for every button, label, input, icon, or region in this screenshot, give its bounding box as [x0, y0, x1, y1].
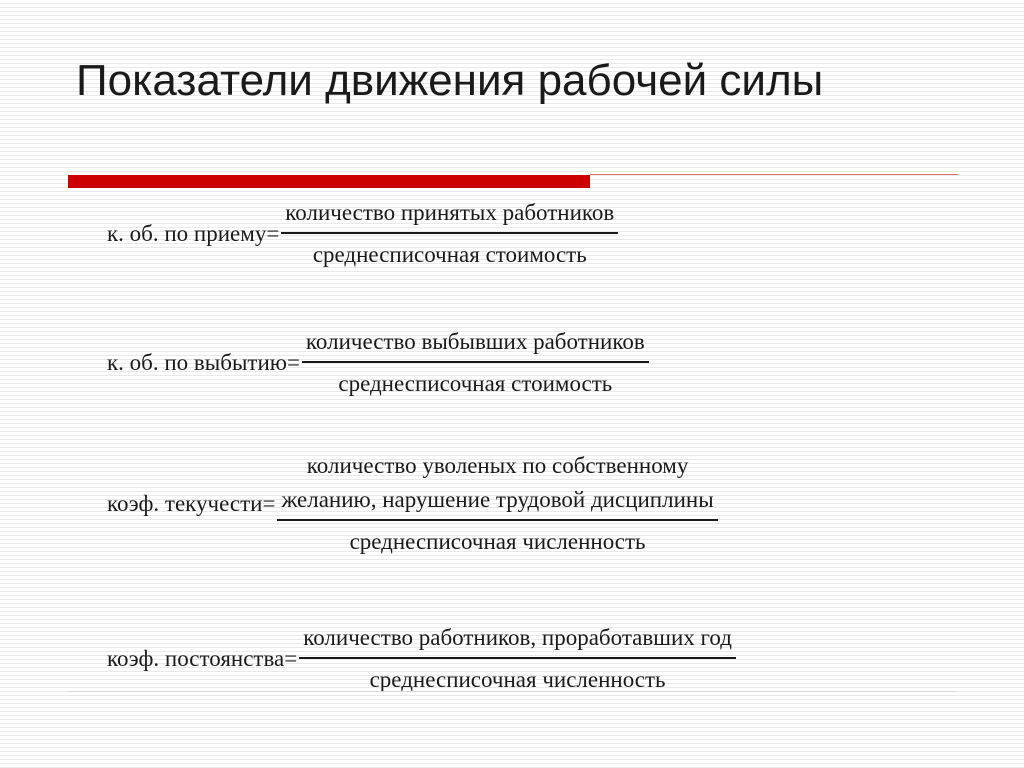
numerator: [302, 325, 649, 361]
numerator-line: количество выбывших работников: [305, 329, 645, 354]
formula-hiring-turnover: [107, 196, 618, 272]
fraction: [277, 449, 717, 559]
fraction: [281, 196, 618, 272]
fraction: [302, 325, 649, 401]
title-accent-line: [590, 174, 958, 175]
formula-staff-turnover: [107, 449, 718, 559]
formula-departure-turnover: [107, 325, 649, 401]
denominator: среднесписочная стоимость: [338, 370, 613, 396]
formula-label: к. об. по выбытию=: [107, 349, 300, 375]
slide-title: Показатели движения рабочей силы: [76, 56, 824, 105]
denominator: среднесписочная стоимость: [312, 241, 587, 267]
denominator: среднесписочная численность: [349, 528, 646, 554]
fraction: [299, 621, 736, 697]
denominator: среднесписочная численность: [369, 666, 666, 692]
numerator-line: количество работников, проработавших год: [303, 625, 732, 650]
formula-staff-stability: [107, 621, 736, 697]
numerator-line: желанию, нарушение трудовой дисциплины: [281, 487, 714, 512]
numerator: [277, 449, 717, 519]
formula-label: коэф. текучести=: [107, 490, 276, 516]
formula-label: к. об. по приему=: [107, 220, 280, 246]
numerator-line: количество принятых работников: [285, 200, 615, 225]
title-accent-bar: [68, 175, 590, 188]
numerator-line: количество уволеных по собственному: [306, 453, 689, 478]
numerator: [281, 196, 618, 232]
footer-divider: [68, 691, 956, 692]
numerator: [299, 621, 736, 657]
formula-label: коэф. постоянства=: [107, 645, 298, 671]
